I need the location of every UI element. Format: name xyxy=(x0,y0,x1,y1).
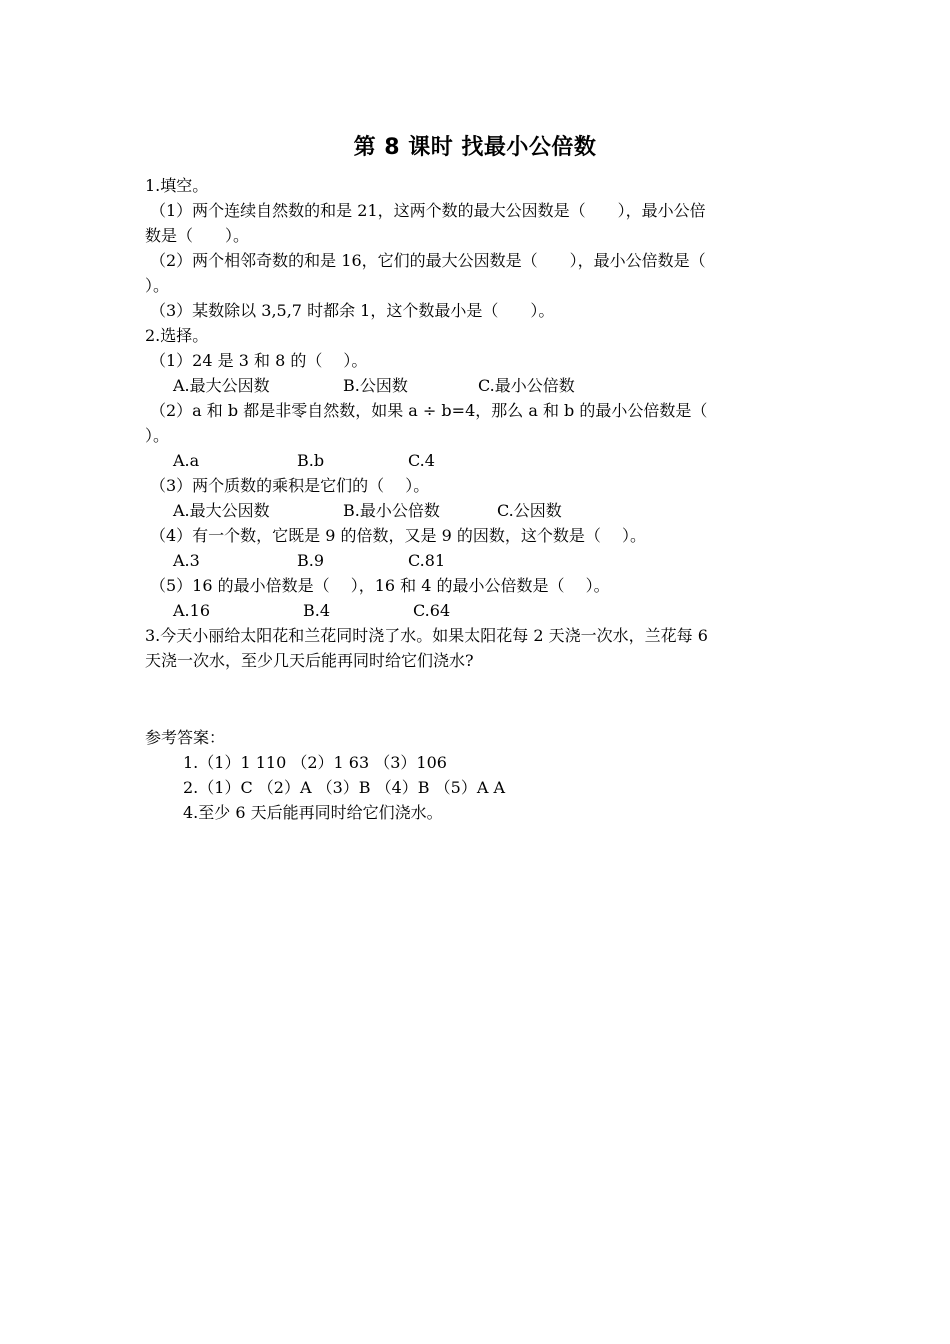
s2-q1-options xyxy=(145,373,817,398)
worksheet-content xyxy=(145,173,817,825)
option-c: C.64 xyxy=(413,601,451,620)
answers-heading: 参考答案： xyxy=(145,728,226,747)
s3-line2: 天浇一次水，至少几天后能再同时给它们浇水? xyxy=(145,651,474,670)
option-a: A.最大公因数 xyxy=(173,376,270,395)
s2-q3: （3）两个质数的乘积是它们的（ ）。 xyxy=(150,476,430,495)
option-c: C.4 xyxy=(408,451,435,470)
answer-2: 2.（1）C （2）A （3）B （4）B （5）A A xyxy=(183,778,506,797)
answer-1: 1.（1）1 110 （2）1 63 （3）106 xyxy=(183,753,447,772)
s2-q5-options xyxy=(145,598,817,623)
section2-heading: 2.选择。 xyxy=(145,326,209,345)
option-c: C.81 xyxy=(408,551,446,570)
s2-q3-options xyxy=(145,498,817,523)
s2-q2-line1: （2）a 和 b 都是非零自然数，如果 a ÷ b=4，那么 a 和 b 的最小公倍数是（ xyxy=(150,401,708,420)
answer-3: 4.至少 6 天后能再同时给它们浇水。 xyxy=(183,803,443,822)
s2-q4: （4）有一个数，它既是 9 的倍数，又是 9 的因数，这个数是（ ）。 xyxy=(150,526,646,545)
option-a: A.最大公因数 xyxy=(173,501,270,520)
s2-q2-line2: ）。 xyxy=(145,426,170,445)
s3-line1: 3.今天小丽给太阳花和兰花同时浇了水。如果太阳花每 2 天浇一次水，兰花每 6 xyxy=(145,626,708,645)
option-b: B.4 xyxy=(303,601,331,620)
option-a: A.a xyxy=(173,451,200,470)
s2-q1: （1）24 是 3 和 8 的（ ）。 xyxy=(150,351,368,370)
s1-q2-line1: （2）两个相邻奇数的和是 16，它们的最大公因数是（ ），最小公倍数是（ xyxy=(150,251,706,270)
s1-q1-line1: （1）两个连续自然数的和是 21，这两个数的最大公因数是（ ），最小公倍 xyxy=(150,201,706,220)
option-b: B.9 xyxy=(297,551,325,570)
spacer xyxy=(145,673,817,725)
page-title: 第 8 课时 找最小公倍数 xyxy=(353,135,597,160)
option-b: B.最小公倍数 xyxy=(343,501,440,520)
option-b: B.b xyxy=(297,451,325,470)
s1-q2-line2: ）。 xyxy=(145,276,170,295)
s2-q2-options xyxy=(145,448,817,473)
option-a: A.3 xyxy=(173,551,200,570)
section1-heading: 1.填空。 xyxy=(145,176,209,195)
s2-q4-options xyxy=(145,548,817,573)
option-b: B.公因数 xyxy=(343,376,408,395)
option-c: C.最小公倍数 xyxy=(478,376,575,395)
s1-q1-line2: 数是（ ）。 xyxy=(145,226,250,245)
s2-q5: （5）16 的最小倍数是（ ），16 和 4 的最小公倍数是（ ）。 xyxy=(150,576,610,595)
option-a: A.16 xyxy=(173,601,210,620)
s1-q3: （3）某数除以 3,5,7 时都余 1，这个数最小是（ ）。 xyxy=(150,301,555,320)
option-c: C.公因数 xyxy=(497,501,562,520)
